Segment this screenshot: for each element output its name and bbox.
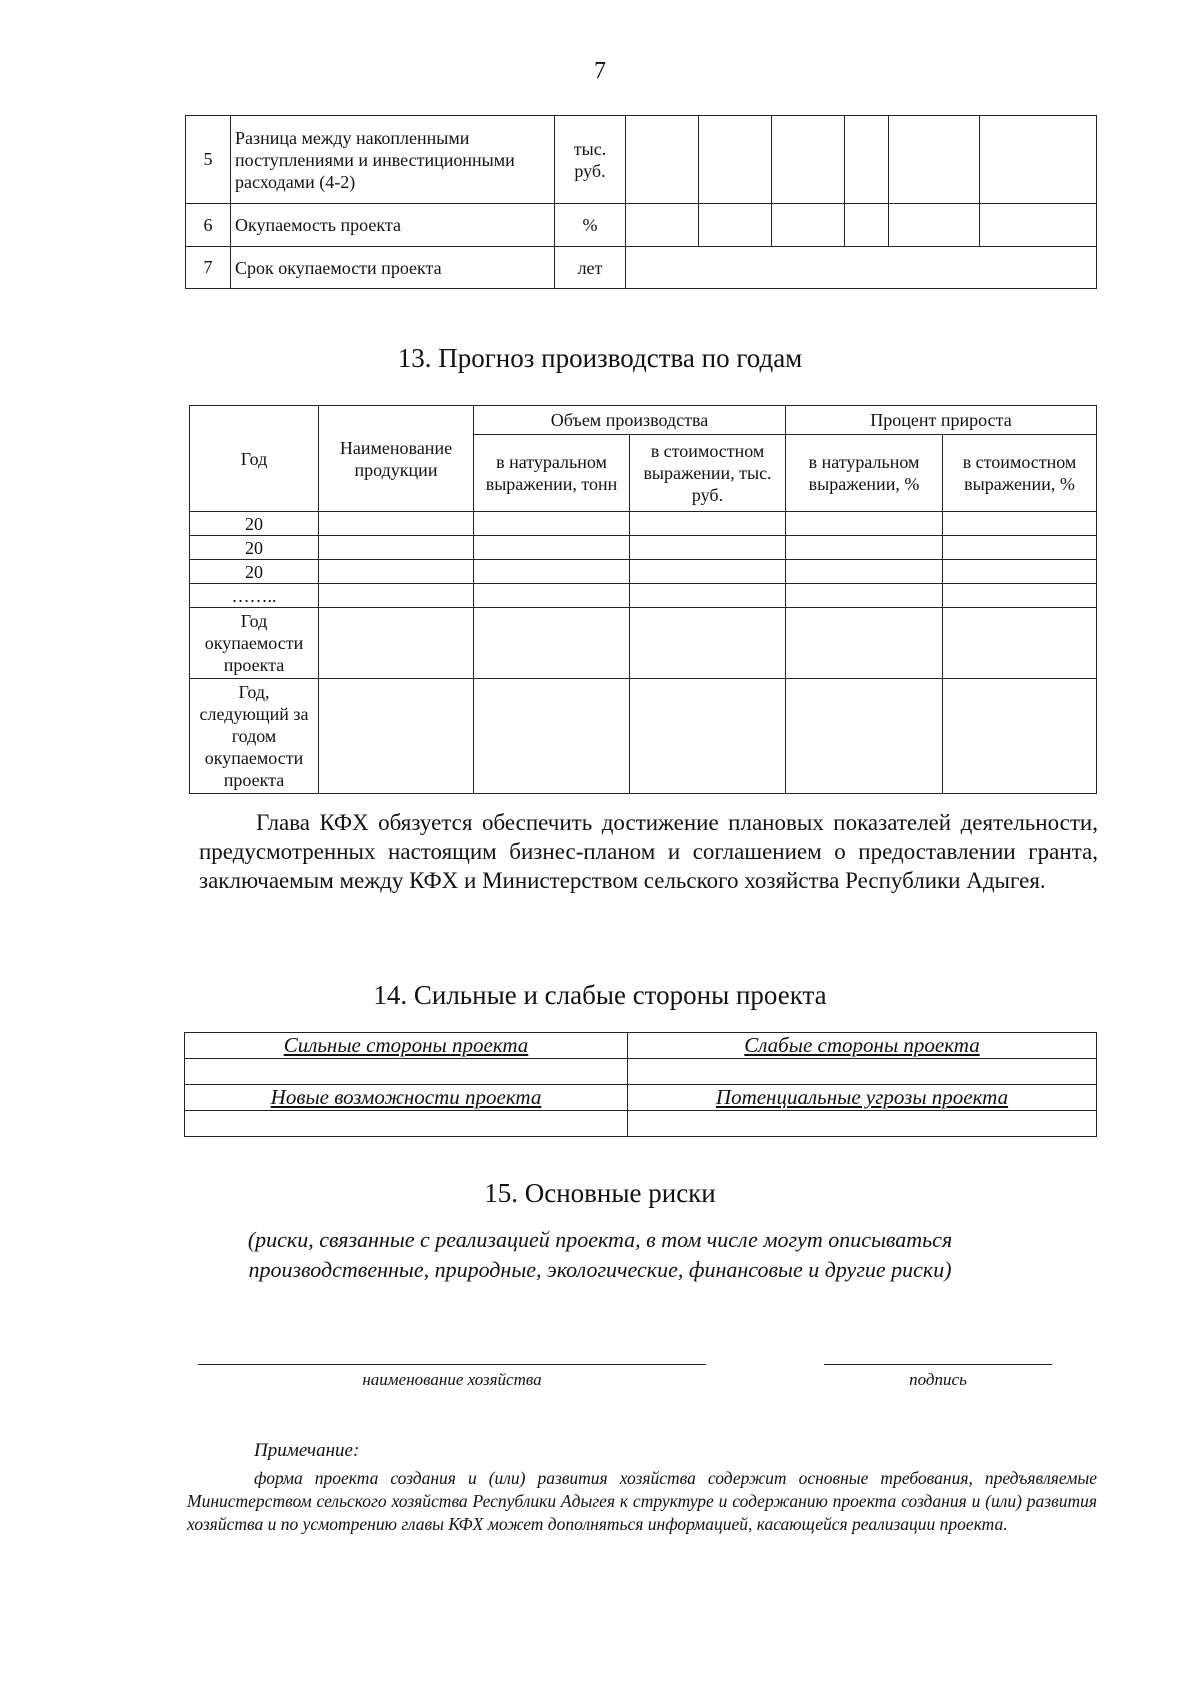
header-volume-value: в стоимостном выражении, тыс. руб. bbox=[630, 435, 786, 512]
risks-subtitle-line: (риски, связанные с реализацией проекта, в том числе могут описываться bbox=[247, 1227, 953, 1252]
risks-subtitle bbox=[0, 1225, 1200, 1285]
note-text: форма проекта создания и (или) развития хозяйства содержит основные требования, предъявляемые Министерством сельского хозяйства Республики Адыгея к структуре и содержанию проекта создания и (или) развития хозяйства и по усмотрению главы КФХ может дополняться информацией, касающейся реализации проекта. bbox=[187, 1468, 1097, 1534]
signature-label: подпись bbox=[909, 1370, 967, 1389]
year-cell: 20 bbox=[190, 536, 319, 560]
signature-line bbox=[824, 1364, 1052, 1365]
table-row bbox=[190, 584, 1097, 608]
weaknesses-label: Слабые стороны проекта bbox=[744, 1033, 980, 1057]
opportunities-label: Новые возможности проекта bbox=[270, 1085, 542, 1109]
table-row bbox=[190, 560, 1097, 584]
table-row bbox=[190, 512, 1097, 536]
row-number: 7 bbox=[186, 247, 231, 289]
payback-table bbox=[185, 115, 1097, 289]
production-forecast-table bbox=[189, 405, 1097, 794]
page-number: 7 bbox=[594, 58, 606, 84]
table-row bbox=[185, 1111, 1097, 1137]
header-volume-natural: в натуральном выражении, тонн bbox=[474, 435, 630, 512]
table-header-row bbox=[190, 406, 1097, 435]
table-row bbox=[186, 116, 1097, 204]
obligation-paragraph: Глава КФХ обязуется обеспечить достижение плановых показателей деятельности, предусмотренных настоящим бизнес-планом и соглашением о предоставлении гранта, заключаемым между КФХ и Министерством сельского хозяйства Республики Адыгея. bbox=[199, 810, 1098, 893]
year-cell: …….. bbox=[190, 584, 319, 608]
threats-label: Потенциальные угрозы проекта bbox=[715, 1085, 1009, 1109]
section-14-title: 14. Сильные и слабые стороны проекта bbox=[373, 980, 827, 1010]
row-name: Разница между накопленными поступлениями и инвестиционными расходами (4-2) bbox=[231, 116, 555, 204]
header-growth-natural: в натуральном выражении, % bbox=[786, 435, 943, 512]
row-name: Срок окупаемости проекта bbox=[231, 247, 555, 289]
table-row bbox=[190, 536, 1097, 560]
farm-name-line bbox=[198, 1364, 706, 1365]
note-title: Примечание: bbox=[254, 1440, 360, 1461]
section-13-title: 13. Прогноз производства по годам bbox=[397, 343, 803, 373]
year-cell: 20 bbox=[190, 512, 319, 536]
table-row bbox=[186, 204, 1097, 247]
row-unit: тыс. руб. bbox=[555, 116, 626, 204]
row-unit: % bbox=[555, 204, 626, 247]
risks-subtitle-line: производственные, природные, экологические, финансовые и другие риски) bbox=[248, 1257, 952, 1282]
header-volume: Объем производства bbox=[474, 406, 786, 435]
header-year: Год bbox=[190, 406, 319, 512]
table-row bbox=[185, 1033, 1097, 1059]
strengths-label: Сильные стороны проекта bbox=[283, 1033, 529, 1057]
table-row bbox=[190, 608, 1097, 679]
year-cell: Год, следующий за годом окупаемости проекта bbox=[190, 679, 319, 794]
swot-table bbox=[184, 1032, 1097, 1137]
year-cell: 20 bbox=[190, 560, 319, 584]
row-number: 6 bbox=[186, 204, 231, 247]
header-growth-value: в стоимостном выражении, % bbox=[943, 435, 1097, 512]
table-row bbox=[185, 1085, 1097, 1111]
section-15-title: 15. Основные риски bbox=[484, 1178, 716, 1208]
header-growth: Процент прироста bbox=[786, 406, 1097, 435]
table-row bbox=[190, 679, 1097, 794]
row-number: 5 bbox=[186, 116, 231, 204]
table-row bbox=[186, 247, 1097, 289]
header-product: Наименование продукции bbox=[319, 406, 474, 512]
row-unit: лет bbox=[555, 247, 626, 289]
year-cell: Год окупаемости проекта bbox=[190, 608, 319, 679]
row-name: Окупаемость проекта bbox=[231, 204, 555, 247]
table-row bbox=[185, 1059, 1097, 1085]
farm-name-label: наименование хозяйства bbox=[362, 1370, 542, 1389]
